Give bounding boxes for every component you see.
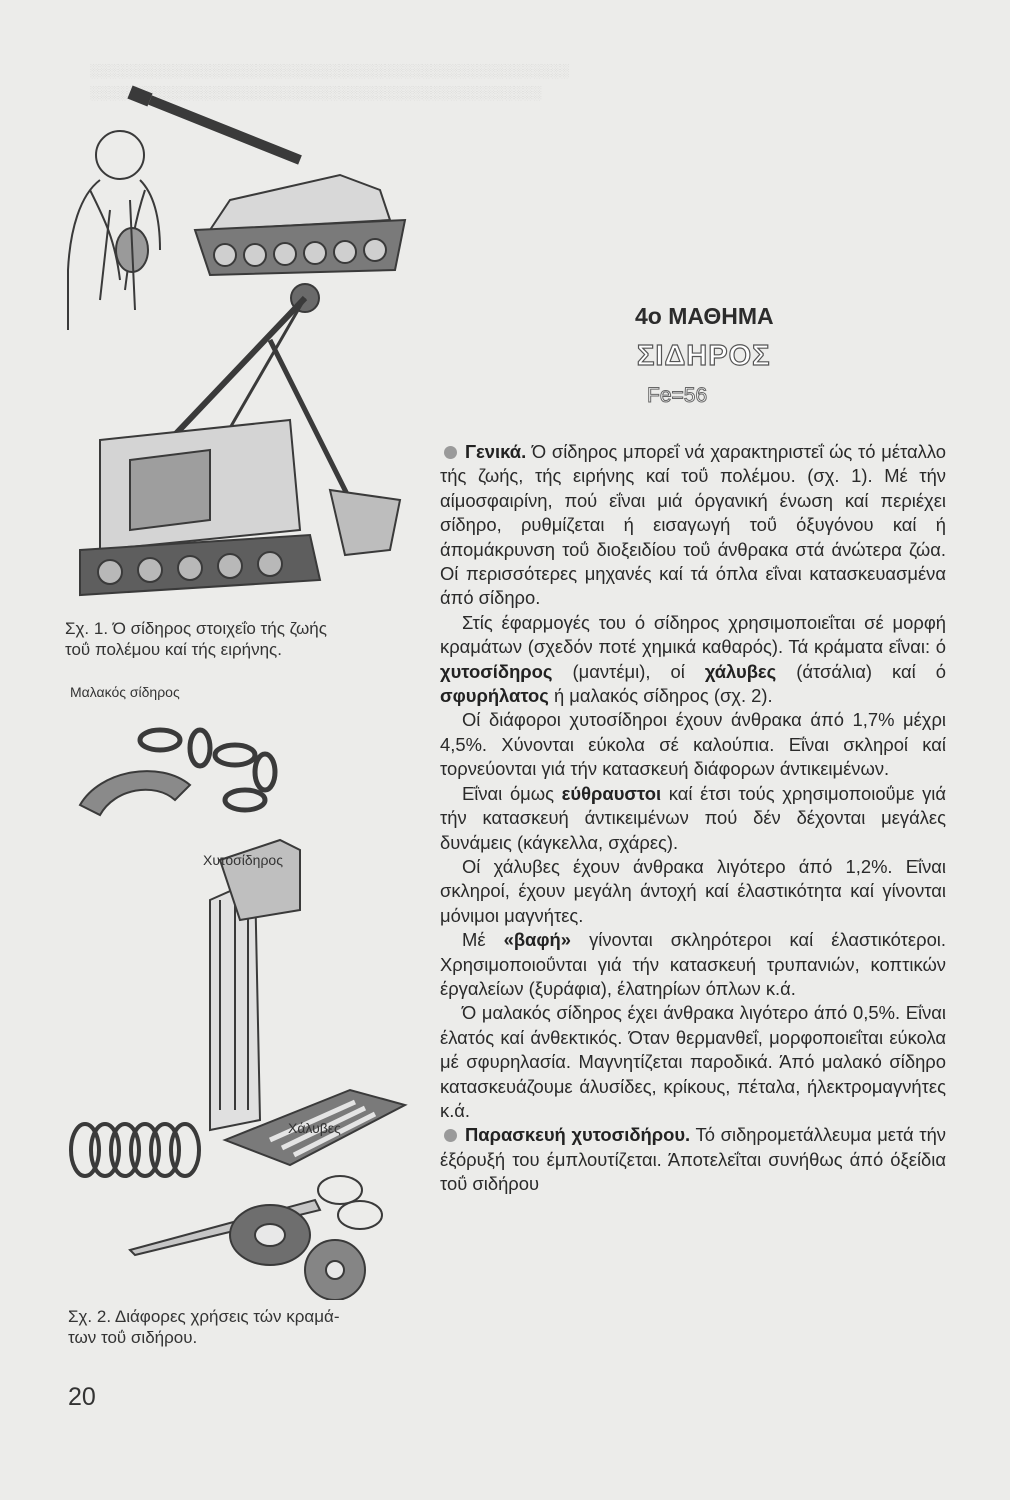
paragraph-preparation: Παρασκευή χυτοσιδήρου. Τό σιδηρομετάλλευμα μετά τήν έξόρυξή του έμπλουτίζεται. Άποτελεΐται συνήθως άπό όξείδια τοΰ σιδήρου [440, 1124, 946, 1195]
page-number: 20 [68, 1383, 96, 1411]
paragraph-general: Γενικά. Ό σίδηρος μπορεΐ νά χαρακτηριστεΐ ώς τό μέταλλο τής ζωής, τής ειρήνης καί τοΰ πολέμου. (σχ. 1). Μέ τήν αίμοσφαιρίνη, πού εΐναι μιά όργανική ένωση καί περιέχει σίδηρο, ρυθμίζεται ή εισαγωγή τοΰ όξυγόνου καί ή άπομάκρυνση τοΰ διοξειδίου τοΰ άνθρακα στά άνώτερα ζώα. Οί περισσότερες μηχανές καί τά όπλα εΐναι κατασκευασμένα άπό σίδηρο. [440, 441, 946, 609]
human-figure [68, 131, 160, 330]
figure-2-caption: Σχ. 2. Διάφορες χρήσεις τών κραμά- των τοΰ σιδήρου. [68, 1307, 340, 1347]
tank-figure [130, 92, 405, 275]
label-malakos-sidiros: Μαλακός σίδηρος [70, 684, 180, 700]
figure-2-illustration [60, 710, 430, 1300]
label-chalyves: Χάλυβες [288, 1120, 341, 1136]
body-text [440, 440, 946, 1197]
paragraph-brittle: Εΐναι όμως εύθραυστοι καί έτσι τούς χρησιμοποιοΰμε γιά τήν κατασκευή άντικειμένων πού δέν δέχονται μεγάλες δυνάμεις (κάγκελλα, σχάρες). [440, 782, 947, 853]
lesson-heading: 4ο ΜΑΘΗΜΑ [635, 303, 774, 329]
radiator-figure [210, 840, 300, 1130]
paragraph-alloys: Στίς έφαρμογές του ό σίδηρος χρησιμοποιεΐται σέ μορφή κραμάτων (σχεδόν ποτέ χημικά καθαρός). Τά κράματα εΐναι: ό χυτοσίδηρος (μαντέμι), οί χάλυβες (άτσάλια) καί ό σφυρήλατος ή μαλακός σίδηρος (σχ. 2). [440, 611, 946, 707]
label-chytosidiros: Χυτοσίδηρος [203, 852, 283, 868]
figure-1-illustration [60, 80, 430, 610]
spring-figure [71, 1124, 199, 1176]
bleed-through-text: ░░░░░░░░░░░░░░░░░░░░░░░░░░░░░░░░░░░░░░░░░░░░░░░░░░░░ ░░░░░░░░░░░░░░░░░░░░░░░░░░░░░░░░░░░░░░░░░░░░░░░░░ [90, 63, 569, 100]
tools-figure [130, 1176, 382, 1300]
paragraph-hardening: Μέ «βαφή» γίνονται σκληρότεροι καί έλαστικότεροι. Χρησιμοποιοΰνται γιά τήν κατασκευή τρυπανιών, κοπτικών έργαλείων (ξυράφια), έλατηρίων όπλων κ.ά. [440, 929, 946, 999]
figure-1-caption: Σχ. 1. Ό σίδηρος στοιχεΐο τής ζωής τοΰ πολέμου καί τής ειρήνης. [65, 619, 327, 659]
page-title: ΣΙΔΗΡΟΣ [637, 340, 771, 372]
horseshoe-chain-figure [80, 730, 275, 815]
paragraph-cast-iron: Οί διάφοροι χυτοσίδηροι έχουν άνθρακα άπό 1,7% μέχρι 4,5%. Χύνονται εύκολα σέ καλούπια. Εΐναι σκληροί καί τορνεύονται γιά τήν κατασκευή διάφορων άντικειμένων. [440, 709, 946, 780]
chemical-formula: Fe=56 [647, 384, 708, 407]
bullet-icon [444, 446, 457, 459]
paragraph-soft-iron: Ό μαλακός σίδηρος έχει άνθρακα λιγότερο άπό 0,5%. Εΐναι έλατός καί άνθεκτικός. Όταν θερμανθεΐ, μορφοποιεΐται εύκολα μέ σφυρηλασία. Μαγνητίζεται παροδικά. Άπό μαλακό σίδηρο κατασκευάζουμε άλυσίδες, κρίκους, πέταλα, ήλεκτρομαγνήτες κ.ά. [440, 1002, 946, 1121]
paragraph-steel: Οί χάλυβες έχουν άνθρακα λιγότερο άπό 1,2%. Εΐναι σκληροί, έχουν μεγάλη άντοχή καί έλαστικότητα καί γίνονται μόνιμοι μαγνήτες. [440, 855, 946, 926]
excavator-figure [80, 284, 400, 595]
bullet-icon [444, 1129, 457, 1142]
